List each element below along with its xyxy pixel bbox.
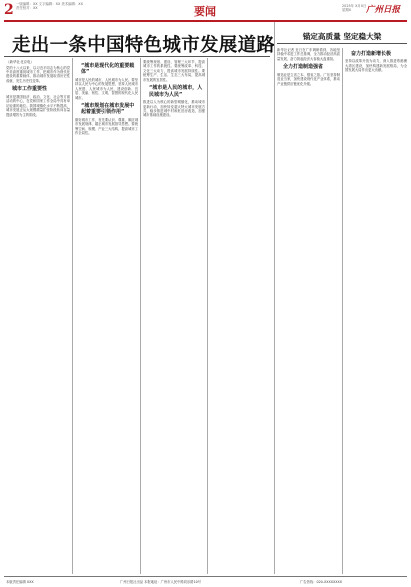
footer-right: 广告热线：020-XXXXXXXX [300, 580, 343, 584]
article-paragraph: 推进以人为核心的新型城镇化，推动城市更新行动，加快转变超大特大城市发展方式，稳步推进城中村和危旧房改造，加强城市基础设施建设。 [143, 100, 205, 118]
article-subheading: “城市规划在城市发展中起着重要引领作用” [81, 103, 135, 116]
column-divider [140, 58, 141, 574]
footer-left: 本版责任编辑 XXX [6, 580, 34, 584]
article-paragraph: 城市是我国经济、政治、文化、社会等方面活动的中心，在党和国家工作全局中具有举足轻重的地位。我国城镇化水平不断提高，城市发展正从大规模增量扩张阶段转向存量提质增效为主的阶段。 [6, 94, 70, 117]
article-subheading: 奋力打造新增长极 [351, 51, 392, 57]
section-title: 要闻 [194, 5, 216, 18]
right-article-column-2 [345, 48, 407, 572]
article-paragraph: 新华社记者 近日在广东调研看到，各地坚持稳中求进工作总基调，全力推动经济高质量发展，奋力挑起经济大省稳大盘重担。 [277, 48, 340, 61]
main-article-column-1 [6, 60, 70, 572]
article-subheading: 城市工作重要性 [12, 86, 48, 93]
masthead [0, 0, 411, 22]
issue-date: 2025年 X月X日 星期X [342, 4, 367, 13]
right-article-column-1 [277, 48, 340, 572]
edition-info: 一版编辑：XX 文字编辑：XX 美术编辑：XX 责任校对：XX [16, 2, 83, 11]
article-subheading: “城市是现代化的重要载体” [81, 63, 135, 76]
column-divider [274, 22, 275, 574]
article-paragraph: 坚持以改革开放为动力，深入推进粤港澳大湾区建设，加快构建新发展格局，为全国发展大局作出更大贡献。 [345, 59, 407, 73]
newspaper-logo: 广州日报 [366, 5, 401, 15]
headline-rule [4, 56, 270, 57]
article-subheading: “城市是人民的城市，人民城市为人民” [149, 85, 203, 98]
footer-center: 广州日报社出品 本报地址：广州市人民中路同乐路10号 [120, 580, 202, 584]
article-paragraph: 党的十八大以来，以习近平同志为核心的党中央高度重视城市工作，把城市作为现代化建设的重要载体，推动城市发展取得历史性成就、发生历史性变革。 [6, 65, 70, 83]
column-divider [207, 58, 208, 574]
footer-rule [4, 576, 407, 577]
column-divider [72, 58, 73, 574]
article-paragraph: 城市是人民的城市，人民城市为人民。要坚持以人民为中心的发展思想，坚持人民城市人民建、人民城市为人民，建设创新、宜居、美丽、韧性、文明、智慧的现代化人民城市。 [75, 77, 138, 100]
right-headline-rule [277, 43, 407, 44]
column-divider [342, 48, 343, 574]
article-paragraph: 制造业是立省之本、强省之基。广东坚持制造业当家，加快建设现代化产业体系，推动产业链供应链优化升级。 [277, 72, 340, 86]
article-paragraph: 要统筹规划、建设、管理三大环节，提高城市工作的系统性。要统筹改革、科技、文化三大动力，提高城市发展持续性。要统筹生产、生活、生态三大布局，提高城市发展的宜居性。 [143, 60, 205, 82]
article-paragraph: 做好城市工作，首先要认识、尊重、顺应城市发展规律，端正城市发展指导思想。要统筹空间、规模、产业三大结构，提高城市工作全局性。 [75, 117, 138, 136]
main-article-column-3 [143, 60, 205, 572]
article-subheading: 全力打造制造强省 [283, 64, 324, 71]
main-article-column-2 [75, 60, 138, 572]
article-byline: （新华社北京电） [6, 60, 34, 64]
top-rule [4, 20, 407, 22]
page-number: 2 [4, 2, 14, 18]
right-article-headline: 锚定高质量 坚定稳大梁 [302, 32, 382, 41]
main-headline: 走出一条中国特色城市发展道路 [12, 35, 276, 56]
